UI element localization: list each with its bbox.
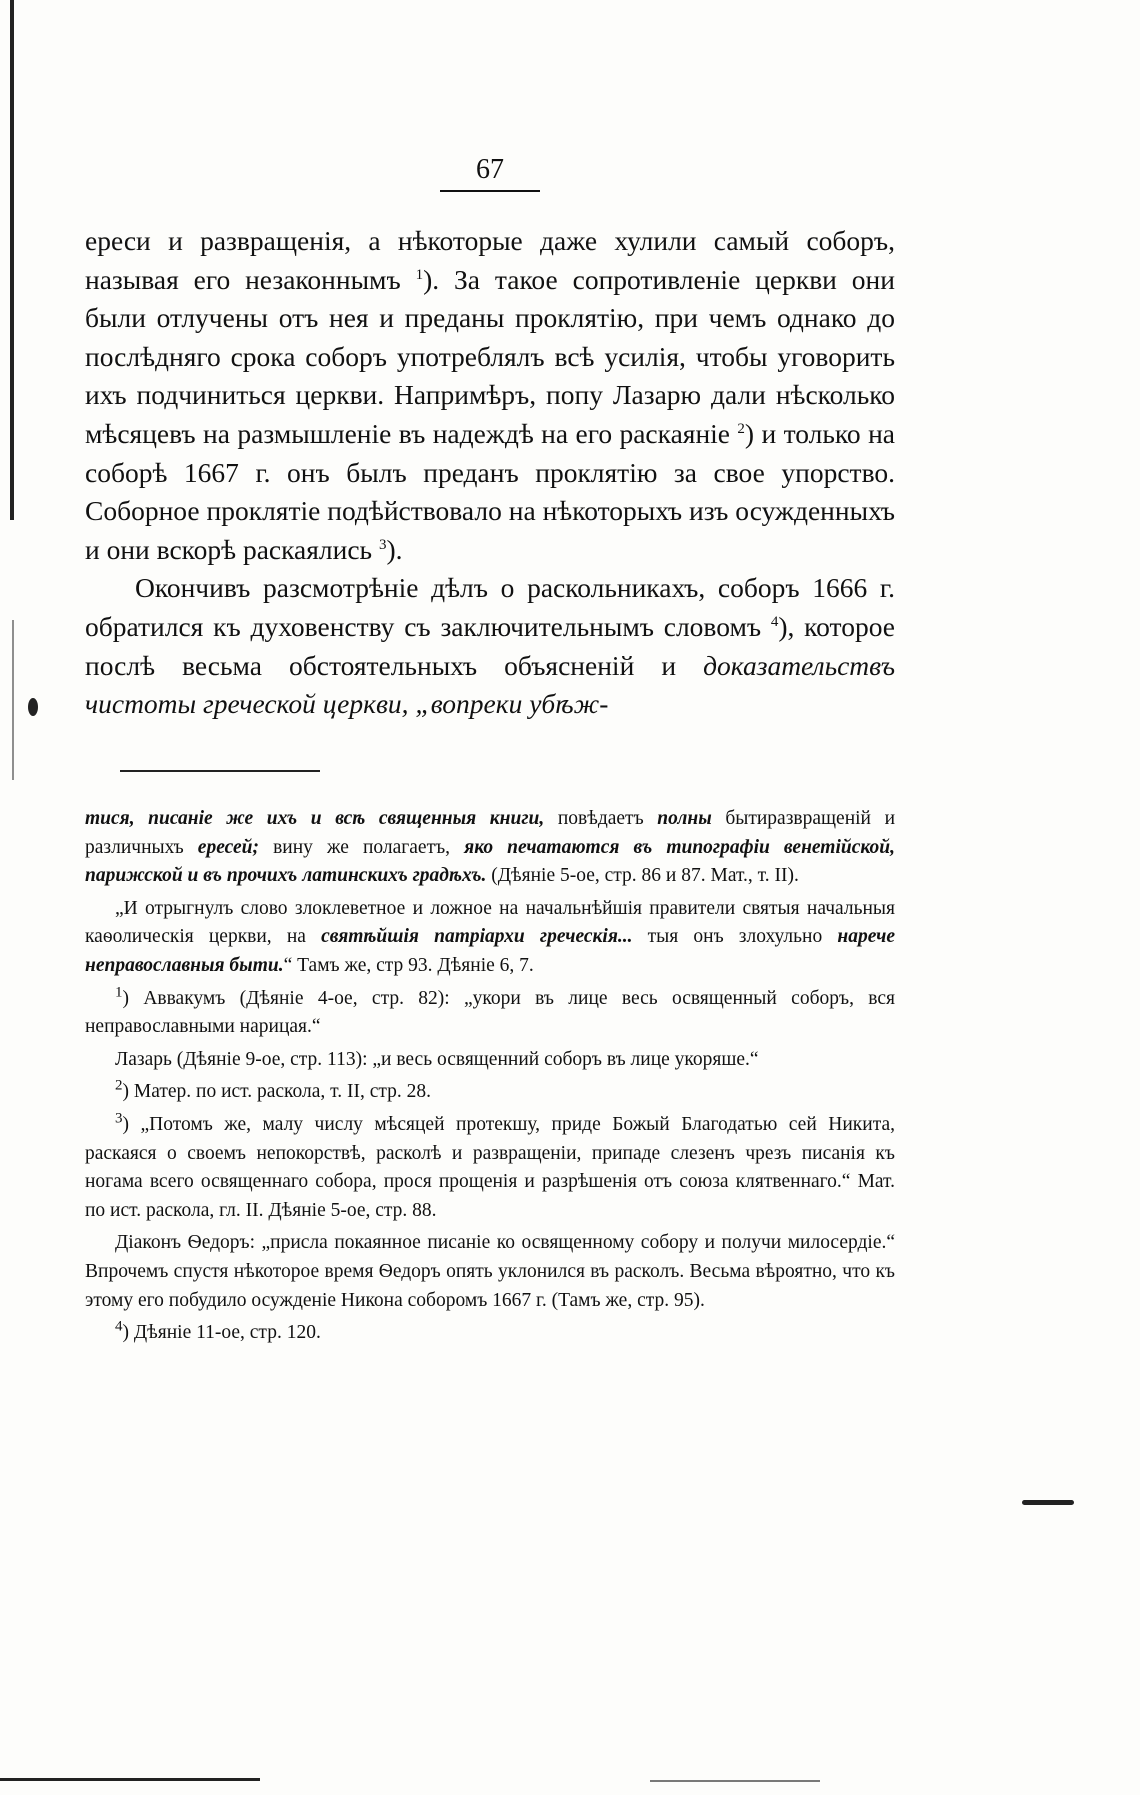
page-number: 67 (440, 154, 540, 192)
footnote-paragraph (85, 1229, 895, 1315)
text-run: ) Матер. по ист. раскола, т. II, стр. 28. (122, 1081, 431, 1103)
italic-text: полны (657, 808, 712, 829)
scan-speck (28, 698, 38, 716)
text-run: Діаконъ Ѳедоръ: „присла покаянное писаніе ко освященному собору и получи милосердіе.“ Впрочемъ спустя нѣкоторое время Ѳедоръ опять уклонился въ расколъ. Весьма вѣроятно, что къ этому его побудило осужденіе Никона соборомъ 1667 г. (Тамъ же, стр. 95). (85, 1232, 895, 1311)
footnote-paragraph (85, 1078, 895, 1107)
footnote-ref: 2 (115, 1077, 123, 1094)
scan-edge-bottom-right (650, 1780, 820, 1782)
text-run: бытиразвращеній и различныхъ (85, 808, 896, 858)
italic-text: святѣйшія патріархи греческія... (321, 926, 633, 948)
scan-edge-left (10, 0, 14, 520)
italic-text: нарече неправославныя быти. (85, 926, 895, 976)
text-run: повѣдаетъ (544, 808, 658, 829)
footnote-paragraph (85, 1319, 895, 1348)
text-run: ). За такое сопротивленіе церкви они были отлучены отъ нея и преданы проклятію, при чемъ однако до послѣдняго срока соборъ употреблялъ всѣ усилія, чтобы уговорить ихъ подчиниться церкви. Напримѣръ, попу Лазарю дали нѣсколько мѣсяцевъ на размышленіе въ надеждѣ на его раскаяніе (85, 263, 895, 449)
text-run: ереси и развращенія, а нѣкоторые даже хулили самый соборъ, называя его незаконнымъ (85, 225, 895, 295)
main-paragraph (85, 222, 895, 569)
text-run: ) „Потомъ же, малу числу мѣсяцей протекшу, приде Божый Благодатью сей Никита, раскаяся о своемъ непокорствѣ, расколѣ и развращеніи, припаде слезенъ чрезъ писанія къ ногама всего освященнаго собора, прося прощенія и разрѣшенія отъ союза клятвеннаго.“ Мат. по ист. раскола, гл. II. Дѣяніе 5-ое, стр. 88. (85, 1113, 895, 1221)
scan-edge-left-faint (12, 620, 14, 780)
main-text (85, 222, 895, 724)
footnote-ref: 3 (115, 1110, 123, 1127)
scan-edge-bottom (0, 1778, 260, 1781)
text-run: „И отрыгнулъ слово злоклеветное и ложное на начальнѣйшія правители святыя начальныя каѳолическія церкви, на (85, 897, 895, 948)
text-run: вину же полагаетъ, (259, 836, 465, 858)
footnote-ref: 3 (378, 536, 387, 553)
footnote-ref: 2 (737, 420, 745, 437)
italic-text: ересей; (197, 836, 259, 858)
text-run: ) и только на соборѣ 1667 г. онъ былъ преданъ проклятію за свое упорство. Соборное проклятіе подѣйствовало на нѣкоторыхъ изъ осужденныхъ и они вскорѣ раскаялись (85, 417, 895, 565)
italic-text: яко печатаются въ типографіи венетійской, парижской и въ прочихъ латинскихъ градѣхъ. (85, 836, 895, 887)
text-run: ) Аввакумъ (Дѣяніе 4-ое, стр. 82): „укори въ лице весь освященный соборъ, вся неправославными нарицая.“ (85, 987, 895, 1038)
footnote-ref: 4 (115, 1318, 123, 1335)
footnote-paragraph (85, 985, 895, 1042)
text-run: тыя онъ злохульно (632, 926, 838, 948)
footnote-paragraph (85, 1046, 895, 1075)
text-run: Окончивъ разсмотрѣніе дѣлъ о раскольникахъ, соборъ 1666 г. обратился къ духовенству съ заключительнымъ словомъ (85, 572, 895, 642)
italic-text: тися, писаніе же ихъ и всѣ священныя книги, (85, 808, 545, 829)
footnotes (85, 805, 895, 1352)
footnote-ref: 1 (115, 984, 123, 1001)
footnote-paragraph (85, 895, 895, 981)
footnote-ref: 1 (415, 266, 424, 283)
text-run: “ Тамъ же, стр 93. Дѣяніе 6, 7. (283, 954, 534, 976)
main-paragraph (85, 569, 895, 723)
footnote-paragraph (85, 1111, 895, 1225)
footnote-paragraph (85, 805, 895, 891)
scan-speck-2 (1022, 1500, 1074, 1505)
footnote-ref: 4 (770, 613, 779, 630)
text-run: ), которое послѣ весьма обстоятельныхъ объясненій и (85, 610, 895, 681)
italic-text: доказательствъ чистоты греческой церкви, „вопреки убѣж- (85, 649, 895, 720)
text-run: ) Дѣяніе 11-ое, стр. 120. (122, 1322, 321, 1344)
text-run: (Дѣяніе 5-ое, стр. 86 и 87. Мат., т. II). (486, 865, 799, 887)
footnote-separator (120, 770, 320, 772)
text-run: Лазарь (Дѣяніе 9-ое, стр. 113): „и весь освященний соборъ въ лице укоряше.“ (115, 1048, 759, 1070)
text-run: ). (386, 533, 403, 565)
